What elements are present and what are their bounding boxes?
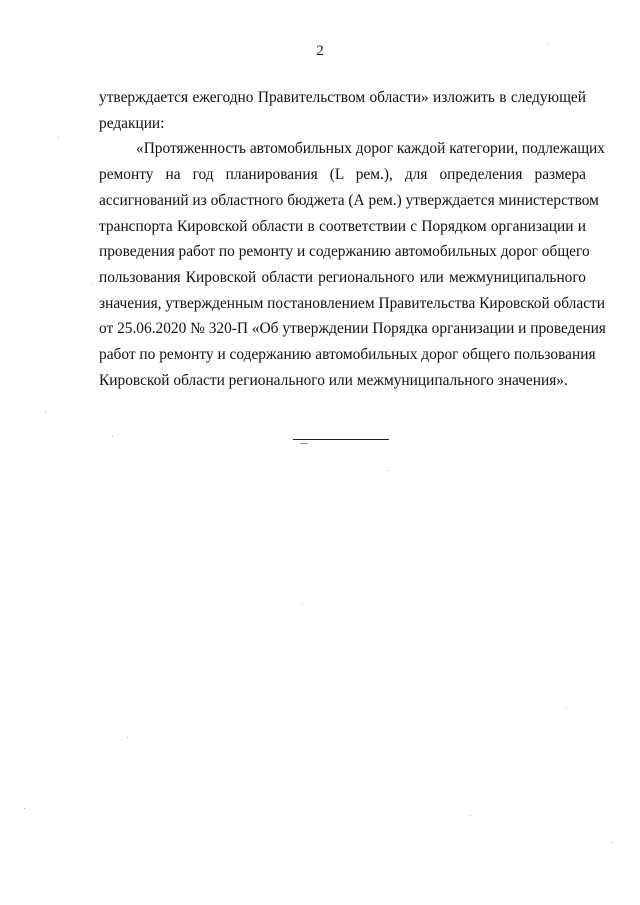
text-line: ассигнований из областного бюджета (А рем.) утверждается министерством: [99, 191, 599, 209]
text-line: транспорта Кировской области в соответствии с Порядком организации и: [99, 217, 586, 235]
text-line: проведения работ по ремонту и содержанию автомобильных дорог общего: [99, 243, 590, 261]
paragraph-last-line: Кировской области регионального или межмуниципального значения».: [99, 371, 568, 389]
scan-speck: [612, 842, 613, 843]
document-body: [99, 85, 606, 393]
scan-speck: [302, 604, 303, 605]
separator-line: [293, 439, 389, 440]
scan-speck: [112, 436, 113, 437]
text-line: от 25.06.2020 № 320-П «Об утверждении Порядка организации и проведения: [99, 320, 606, 338]
separator-mark: [300, 443, 308, 444]
text-line: работ по ремонту и содержанию автомобильных дорог общего пользования: [99, 346, 596, 364]
text-line: утверждается ежегодно Правительством области» изложить в следующей: [99, 89, 586, 106]
scan-speck: [92, 283, 93, 284]
page-number: 2: [316, 43, 324, 59]
text-line: пользования Кировской области регионального или межмуниципального: [99, 268, 586, 286]
paragraph-first-line: «Протяженность автомобильных дорог каждой категории, подлежащих: [136, 140, 605, 158]
text-line: редакции:: [99, 114, 165, 132]
scan-speck: [45, 412, 46, 413]
scan-speck: [566, 708, 567, 709]
text-line: ремонту на год планирования (L рем.), для определения размера: [99, 166, 586, 184]
scan-speck: [24, 808, 25, 809]
scan-speck: [127, 737, 128, 738]
scan-speck: [58, 137, 59, 138]
scan-speck: [548, 44, 549, 45]
scan-speck: [470, 815, 471, 816]
text-line: значения, утвержденным постановлением Правительства Кировской области: [99, 294, 605, 312]
scan-speck: [388, 470, 389, 471]
